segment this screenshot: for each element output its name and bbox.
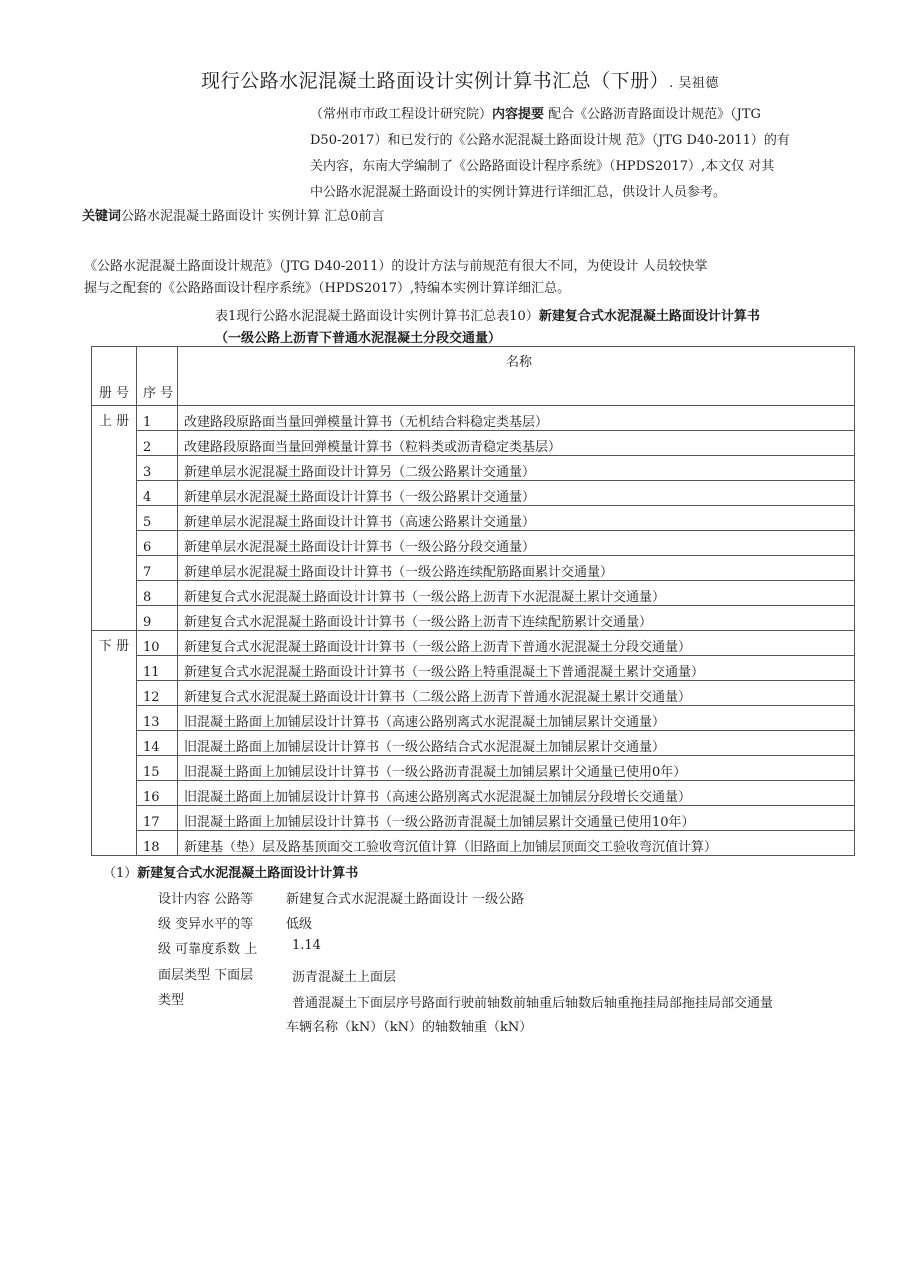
table-row: 17 旧混凝土路面上加铺层设计计算书（一级公路沥青混凝土加铺层累计交通量已使用10年） [92, 806, 855, 831]
table-row: 上 册 1 改建路段原路面当量回弹模量计算书（无机结合料稳定类基层） [92, 406, 855, 431]
table-row: 7 新建单层水泥混凝土路面设计计算书（一级公路连续配筋路面累计交通量） [92, 556, 855, 581]
table-row: 14 旧混凝土路面上加铺层设计计算书（一级公路结合式水泥混凝土加铺层累计交通量） [92, 731, 855, 756]
intro-line-2: 握与之配套的《公路路面设计程序系统》（HPDS2017）,特编本实例计算详细汇总。 [84, 281, 571, 296]
abstract-line-2: D50-2017）和已发行的《公路水泥混凝土路面设计规 范》（JTG D40-2011）的有 [310, 133, 790, 148]
form-value-2: 低级 [286, 917, 313, 932]
header-name: 名称 [178, 347, 855, 406]
table-row: 6 新建单层水泥混凝土路面设计计算书（一级公路分段交通量） [92, 531, 855, 556]
form-label-1: 设计内容 公路等 [158, 892, 254, 907]
form-label-2: 级 变异水平的等 [158, 917, 254, 932]
table-row: 3 新建单层水泥混凝土路面设计计算另（二级公路累计交通量） [92, 456, 855, 481]
table-caption-sub: （一级公路上沥青下普通水泥混凝土分段交通量） [215, 331, 502, 346]
table-row: 9 新建复合式水泥混凝土路面设计计算书（一级公路上沥青下连续配筋累计交通量） [92, 606, 855, 631]
abstract-line-4: 中公路水泥混凝土路面设计的实例计算进行详细汇总，供设计人员参考。 [310, 185, 727, 200]
form-label-3: 级 可靠度系数 上 [158, 942, 258, 957]
volume-cell: 上 册 [92, 406, 137, 631]
table-row: 11 新建复合式水泥混凝土路面设计计算书（一级公路上特重混凝土下普通混凝土累计交通量） [92, 656, 855, 681]
keywords-text: 公路水泥混凝土路面设计 实例计算 汇总0前言 [121, 209, 385, 224]
volume-cell: 下 册 [92, 631, 137, 856]
header-volume: 册 号 [92, 347, 137, 406]
abstract-label: 内容提要 [492, 107, 545, 122]
form-label-5: 类型 [158, 993, 185, 1008]
abstract-line-1: （常州市市政工程设计研究院）内容提要 配合《公路沥青路面设计规范》（JTG [310, 107, 761, 122]
form-label-4: 面层类型 下面层 [158, 968, 254, 983]
author: . 吴祖德 [669, 76, 719, 91]
intro-line-1: 《公路水泥混凝土路面设计规范》（JTG D40-2011）的设计方法与前规范有很大不同，为使设计 人员较快掌 [84, 259, 708, 274]
page-title: 现行公路水泥混凝土路面设计实例计算书汇总（下册）. 吴祖德 [201, 70, 719, 92]
table-row: 5 新建单层水泥混凝土路面设计计算书（高速公路累计交通量） [92, 506, 855, 531]
table-row: 16 旧混凝土路面上加铺层设计计算书（高速公路别离式水泥混凝土加铺层分段增长交通量） [92, 781, 855, 806]
header-number: 序 号 [137, 347, 178, 406]
table-row: 15 旧混凝土路面上加铺层设计计算书（一级公路沥青混凝土加铺层累计父通量已使用0年） [92, 756, 855, 781]
table-row: 2 改建路段原路面当量回弹模量计算书（粒料类或沥青稳定类基层） [92, 431, 855, 456]
table-header-row [92, 347, 855, 406]
table-row: 13 旧混凝土路面上加铺层设计计算书（高速公路别离式水泥混凝土加铺层累计交通量） [92, 706, 855, 731]
form-value-3: 1.14 [292, 938, 321, 953]
table-row: 8 新建复合式水泥混凝土路面设计计算书（一级公路上沥青下水泥混凝土累计交通量） [92, 581, 855, 606]
table-caption: 表1现行公路水泥混凝土路面设计实例计算书汇总表10）新建复合式水泥混凝土路面设计计算书 [215, 309, 760, 324]
section-heading: （1）新建复合式水泥混凝土路面设计计算书 [103, 866, 359, 881]
summary-table [91, 346, 855, 856]
table-row: 4 新建单层水泥混凝土路面设计计算书（一级公路累计交通量） [92, 481, 855, 506]
table-row: 12 新建复合式水泥混凝土路面设计计算书（二级公路上沥青下普通水泥混凝土累计交通量） [92, 681, 855, 706]
form-value-6: 车辆名称（kN）（kN）的轴数轴重（kN） [286, 1020, 533, 1035]
table-row: 下 册 10 新建复合式水泥混凝土路面设计计算书（一级公路上沥青下普通水泥混凝土分段交通量） [92, 631, 855, 656]
form-value-1: 新建复合式水泥混凝土路面设计 一级公路 [286, 892, 525, 907]
form-value-4: 沥青混凝土上面层 [292, 970, 397, 985]
keywords [82, 205, 385, 224]
abstract [310, 102, 850, 206]
table-row: 18 新建基（垫）层及路基顶面交工验收弯沉值计算（旧路面上加铺层顶面交工验收弯沉值计算） [92, 831, 855, 856]
abstract-line-3: 关内容，东南大学编制了《公路路面设计程序系统》（HPDS2017）,本文仅 对其 [310, 159, 775, 174]
keywords-label: 关键词 [82, 209, 122, 224]
form-value-5: 普通混凝土下面层序号路面行驶前轴数前轴重后轴数后轴重拖挂局部拖挂局部交通量 [292, 996, 774, 1011]
